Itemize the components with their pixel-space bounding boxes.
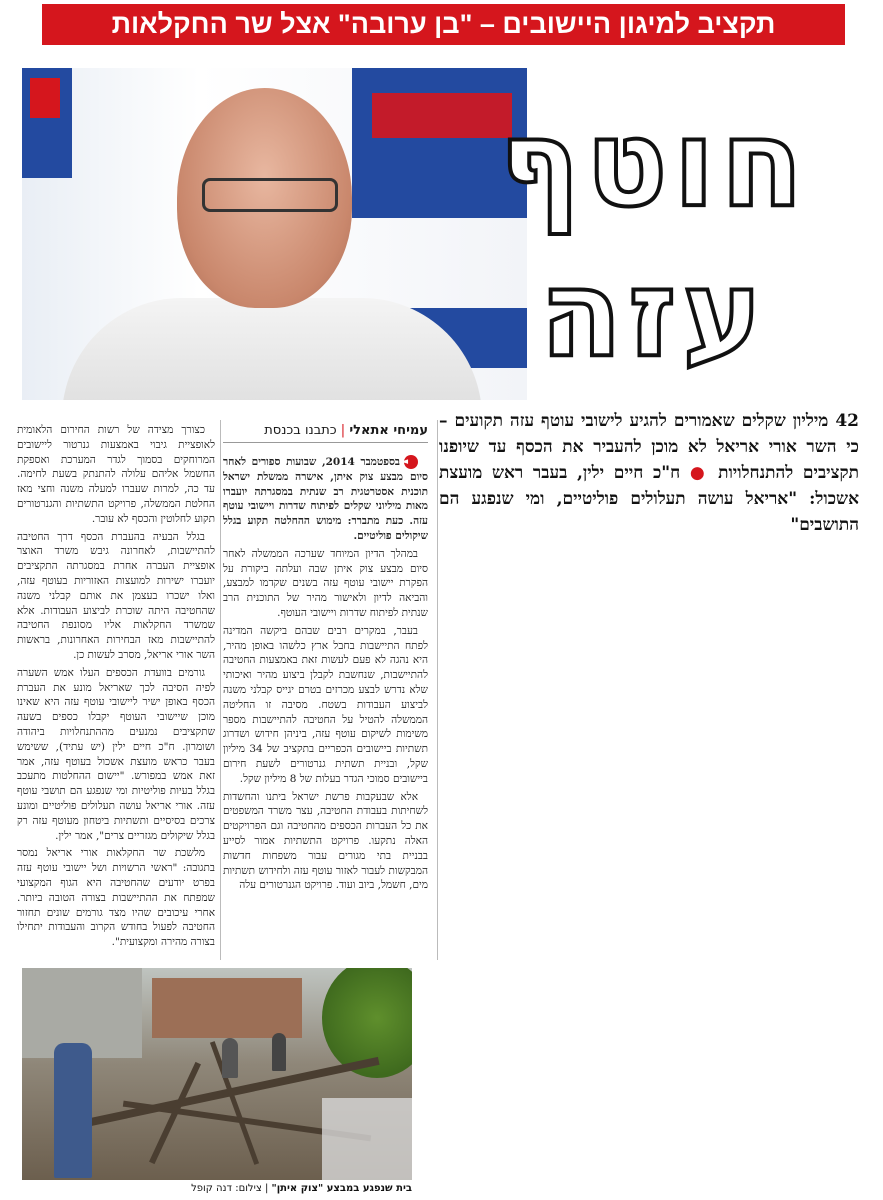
bullet-icon: ●	[689, 463, 709, 483]
caption-subject: בית שנפגע במבצע "צוק איתן"	[271, 1183, 412, 1194]
circle-arrow-icon: ◄	[404, 455, 418, 469]
dek-part-1: 42 מיליון שקלים שאמורים להגיע לישובי עוטף עזה תקועים – כי השר אורי אריאל לא מוכן להעביר את הכסף עד שיופנו תקציבים להתנחלויות	[439, 411, 859, 483]
glasses-icon	[202, 178, 338, 212]
article-paragraph: בעבר, במקרים רבים שבהם ביקשה המדינה לפתח התיישבות בחבל ארץ כלשהו באופן מהיר, היא נהגה לא פעם לעשות זאת באמצעות החטיבה להתיישבות, שנחשבת לקבלן ביצוע מהיר ואיכותי שלא נדרש לבצע מכרזים בטרם יגייס קבלני משנה לביצוע העבודות בשטח. מסיבה זו החליטה הממשלה להטיל על החטיבה להתיישבות מספר משימות לשיקום עוטף עזה, ביניהן חידוש ושדרוג תשתיות ביישובים הכפריים בתקציב של 34 מיליון שקל, ובניית תשתית גנרטורים לשעת חירום ביישובים סמוכי הגדר בעלות של 8 מיליון שקל.	[223, 624, 428, 785]
article-column-1	[223, 455, 428, 960]
caption-credit: צילום: דנה קופל	[191, 1183, 262, 1194]
article-paragraph: כצורך מצידה של רשות החירום הלאומית לאופציית גיבוי באמצעות גנרטור ליישובים המרוחקים בסמוך לגדר המערכת ואספקת החשמל אליהם עלולה להתנתק בשעת לחימה. עד כה, למרות שעברו למעלה משנה וחצי מאז החלטת הממשלה, פרויקט התשתיות והגנרטורים תקוע לחלוטין והכסף לא עובר.	[17, 424, 215, 525]
author-role: כתבנו בכנסת	[264, 423, 337, 438]
article-column-2	[17, 423, 215, 958]
headline-line-2: עזה	[539, 245, 769, 384]
headline-line-1: חוטף	[498, 95, 810, 234]
column-divider	[220, 420, 221, 960]
dek-part-2: ח"כ חיים ילין, בעבר ראש מועצת אשכול: "אריאל עושה תעלולים פוליטיים, ומי שנפגע הם התושבים"	[439, 463, 859, 535]
photo-caption: בית שנפגע במבצע "צוק איתן" | צילום: דנה קופל	[191, 1183, 412, 1194]
article-paragraph: אלא שבעקבות פרשת ישראל ביתנו והחשדות לשחיתות בעבודת החטיבה, עצר משרד המשפטים את כל העברות הכספים מהחטיבה וגם הפרויקטים האלה נתקעו. פרויקט התשתיות אמור לסייע בבניית בתי מגורים עבור משפחות חדשות המבקשות לעבור לאזור עוטף עזה ולחידוש תשתיות מים, חשמל, ביוב ועוד. פרויקט הגנרטורים עלה	[223, 790, 428, 892]
soldier-figure	[54, 1043, 92, 1178]
article-paragraph: גורמים בוועדת הכספים העלו אמש השערה לפיה הסיבה לכך שאריאל מונע את העברת הכסף באופן ישיר ליישובי עוטף עזה היא שאינו מוכן שיישובי העוטף יקבלו כספים בשעה שתקציבים נמנעים מההתנחלויות ביהודה ושומרון. ח"כ חיים ילין (יש עתיד), ששימש בעבר כראש מועצת אשכול בעוטף עזה, אמר זאת אמש במפורש. "יישום ההחלטות מתעכב בגלל בעיות פוליטיות ומי שנפגע הם תושבי עוטף עזה. אורי אריאל עושה תעלולים פוליטיים ומונע צרכים בסיסיים ותשתיות ביטחון מעוטף עזה רק בגלל שיקולים מגזריים צרים", אמר ילין.	[17, 666, 215, 842]
column-divider	[437, 420, 438, 960]
subheadline	[439, 408, 859, 538]
article-paragraph: בגלל הבעיה בהעברת הכסף דרך החטיבה להתיישבות, לאחרונה גיבש משרד האוצר אופציית העברה אחרת במסגרתה התקציבים יועברו ישירות למועצות האזוריות בעוטף עזה, ואלו ישכרו בעצמן את אותם קבלני משנה שהחטיבה היתה שוכרת לביצוע העבודות. אלא שמשרד החקלאות אליו מסונפת החטיבה להתיישבות מאז הבחירות האחרונות, בראשות השר אורי אריאל, מסרב לעשות כן.	[17, 530, 215, 661]
byline: עמיחי אתאלי | כתבנו בכנסת	[223, 423, 428, 443]
article-paragraph: מלשכת שר החקלאות אורי אריאל נמסר בתגובה: "ראשי הרשויות ושל יישובי עוטף עזה בפרט יודעים שהחטיבה היא הגוף המקצועי שמפתח את ההתיישבות בצורה הטובה ביותר. אחרי עיכובים שהיו מצד גורמים שונים תחזור החטיבה לפעול בחודש הקרוב והעבודות יתחילו בצורה מהירה ומקצועית".	[17, 847, 215, 949]
lead-paragraph: ◄בספטמבר 2014, שבועות ספורים לאחר סיום מבצע צוק איתן, אישרה ממשלת ישראל תוכנית אסטרטגית רב שנתית במסגרתה יועברו מאות מיליוני שקלים לפיתוח שדרות ויישובי עוטף עזה. כעת מתברר: מימוש ההחלטה תקוע בגלל שיקולים פוליטיים.	[223, 456, 428, 542]
article-paragraph: במהלך הדיון המיוחד שערכה הממשלה לאחר סיום מבצע צוק איתן שבה ועלתה ביקורת על הפקרת יישובי עוטף עזה בשנים שקדמו למבצע, והביאה לדיון ולאישור מהיר של התוכנית הרב שנתית לפיתוח שדרות ויישובי העוטף.	[223, 547, 428, 619]
damaged-house-photo	[22, 968, 412, 1180]
kicker-banner: תקציב למיגון היישובים – "בן ערובה" אצל שר החקלאות	[42, 4, 845, 45]
author-name: עמיחי אתאלי	[349, 423, 428, 438]
headline	[449, 90, 859, 390]
